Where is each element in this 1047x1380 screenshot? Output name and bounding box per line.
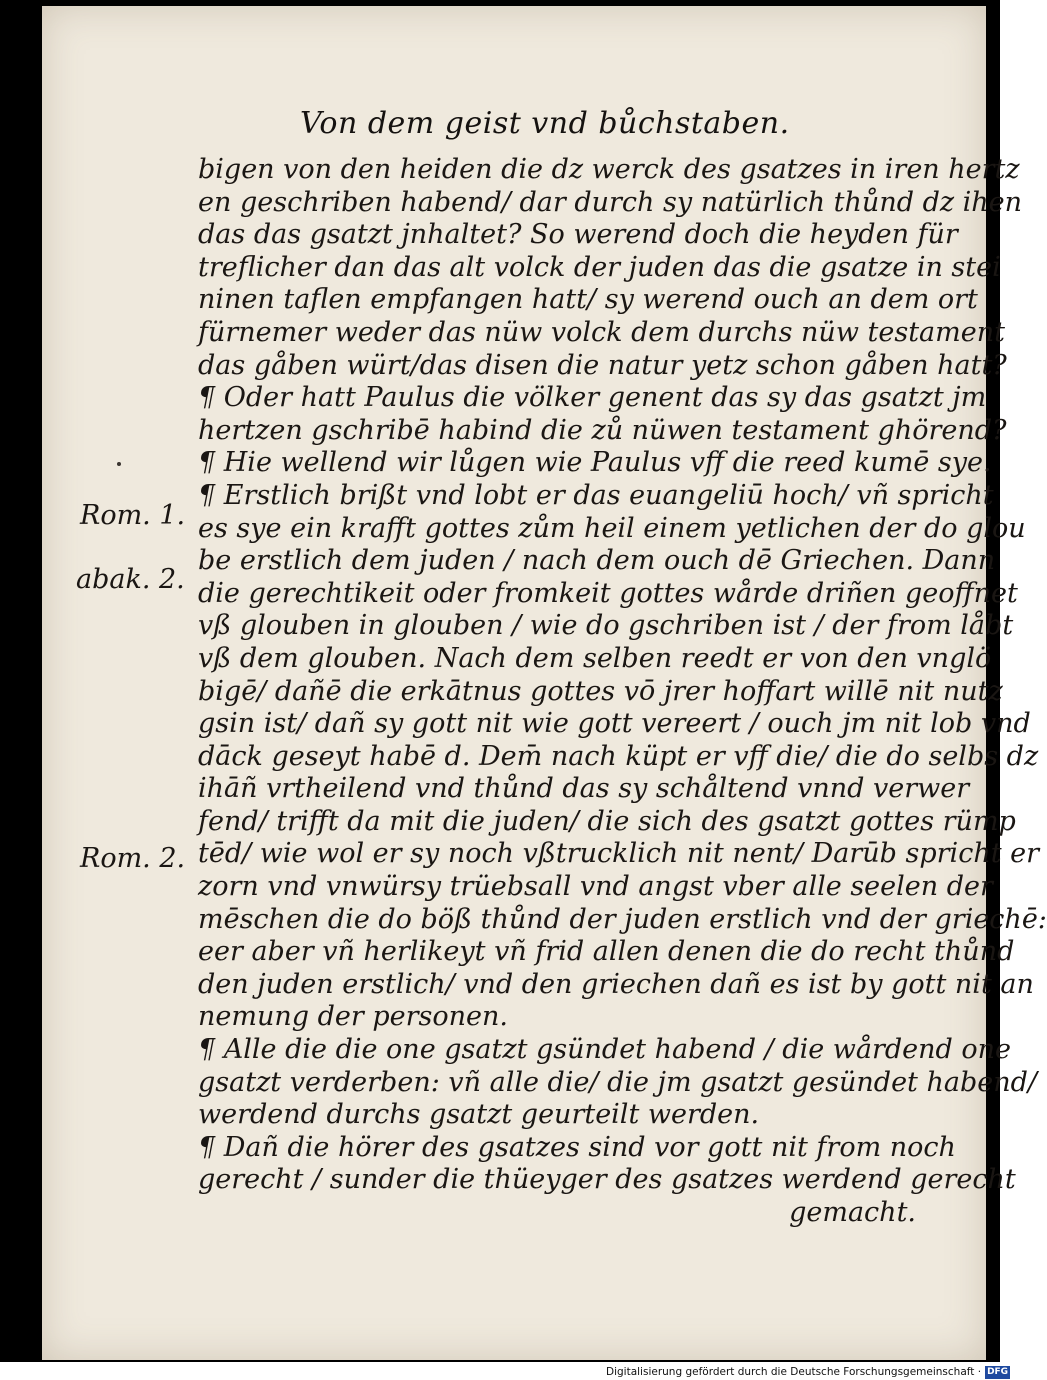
footer (606, 1364, 1010, 1380)
text-line: eer aber vñ herlikeyt vñ frid allen denen die do recht thůnd (198, 936, 1015, 968)
margin-note-rom1: Rom. 1. (80, 500, 186, 531)
text-line: vß glouben in glouben / wie do gschriben ist / der from låbt (198, 610, 1014, 642)
text-line: gerecht / sunder die thüeyger des gsatzes werdend gerecht (198, 1164, 1016, 1196)
text-line: ¶ Erstlich brißt vnd lobt er das euangeliū hoch/ vñ spricht (198, 479, 994, 511)
text-line: en geschriben habend/ dar durch sy natürlich thůnd dz ihen (198, 186, 1023, 218)
text-line: tēd/ wie wol er sy noch vßtrucklich nit nent/ Darūb spricht er (198, 838, 1040, 870)
catchword: gemacht. (789, 1197, 916, 1228)
dfg-logo-icon: DFG (987, 1366, 1009, 1377)
text-line: bigē/ dañē die erkātnus gottes vō jrer hoffart willē nit nutz (198, 675, 1003, 707)
margin-note-rom2: Rom. 2. (80, 843, 186, 874)
text-line: die gerechtikeit oder fromkeit gottes wårde driñen geoffnet (198, 577, 1018, 609)
text-line: dāck geseyt habē d. Dem̄ nach küpt er vff die/ die do selbs dz (198, 740, 1039, 772)
text-line: vß dem glouben. Nach dem selben reedt er von den vnglö (198, 642, 992, 674)
text-line: werdend durchs gsatzt geurteilt werden. (198, 1099, 760, 1131)
text-line: ¶ Dañ die hörer des gsatzes sind vor gott nit from noch (198, 1131, 956, 1163)
text-line: treflicher dan das alt volck der juden das die gsatze in stei (198, 251, 1001, 283)
margin-note-abak2: abak. 2. (76, 564, 185, 595)
text-line: ¶ Oder hatt Paulus die völker genent das sy das gsatzt jm (198, 382, 987, 414)
text-line: ninen taflen empfangen hatt/ sy werend ouch an dem ort (198, 284, 978, 316)
running-header: Von dem geist vnd bůchstaben. (300, 106, 790, 141)
body-text (198, 154, 1047, 1230)
text-line: mēschen die do böß thůnd der juden erstlich vnd der griechē: (198, 903, 1047, 935)
text-line: ihāñ vrtheilend vnd thůnd das sy schåltend vnnd verwer (198, 773, 970, 805)
ink-dot (117, 462, 121, 466)
text-line: be erstlich dem juden / nach dem ouch dē Griechen. Dann (198, 545, 996, 577)
text-line: hertzen gschribē habind die zů nüwen testament ghörend? (198, 414, 1007, 446)
text-line: gsin ist/ dañ sy gott nit wie gott vereert / ouch jm nit lob vnd (198, 708, 1031, 740)
text-line: gsatzt verderben: vñ alle die/ die jm gsatzt gesündet habend/ (198, 1066, 1038, 1098)
footer-credit: Digitalisierung gefördert durch die Deutsche Forschungsgemeinschaft · (606, 1366, 982, 1378)
text-line: nemung der personen. (198, 1001, 508, 1033)
text-line: fürnemer weder das nüw volck dem durchs nüw testament (198, 316, 1005, 348)
text-line: ¶ Hie wellend wir lůgen wie Paulus vff die reed kumē sye. (198, 447, 992, 479)
text-line: das das gsatzt jnhaltet? So werend doch die heyden für (198, 219, 958, 251)
text-line: es sye ein krafft gottes zům heil einem yetlichen der do glou (198, 512, 1026, 544)
text-line: fend/ trifft da mit die juden/ die sich des gsatzt gottes rümp (198, 805, 1016, 837)
text-line: ¶ Alle die die one gsatzt gsündet habend / die wårdend one (198, 1034, 1012, 1066)
text-line: den juden erstlich/ vnd den griechen dañ es ist by gott nit an (198, 968, 1034, 1000)
text-line: das gåben würt/das disen die natur yetz schon gåben hatt? (198, 349, 1007, 381)
text-line: zorn vnd vnwürsy trüebsall vnd angst vber alle seelen der (198, 871, 993, 903)
text-line: bigen von den heiden die dz werck des gsatzes in iren hertz (198, 154, 1020, 185)
